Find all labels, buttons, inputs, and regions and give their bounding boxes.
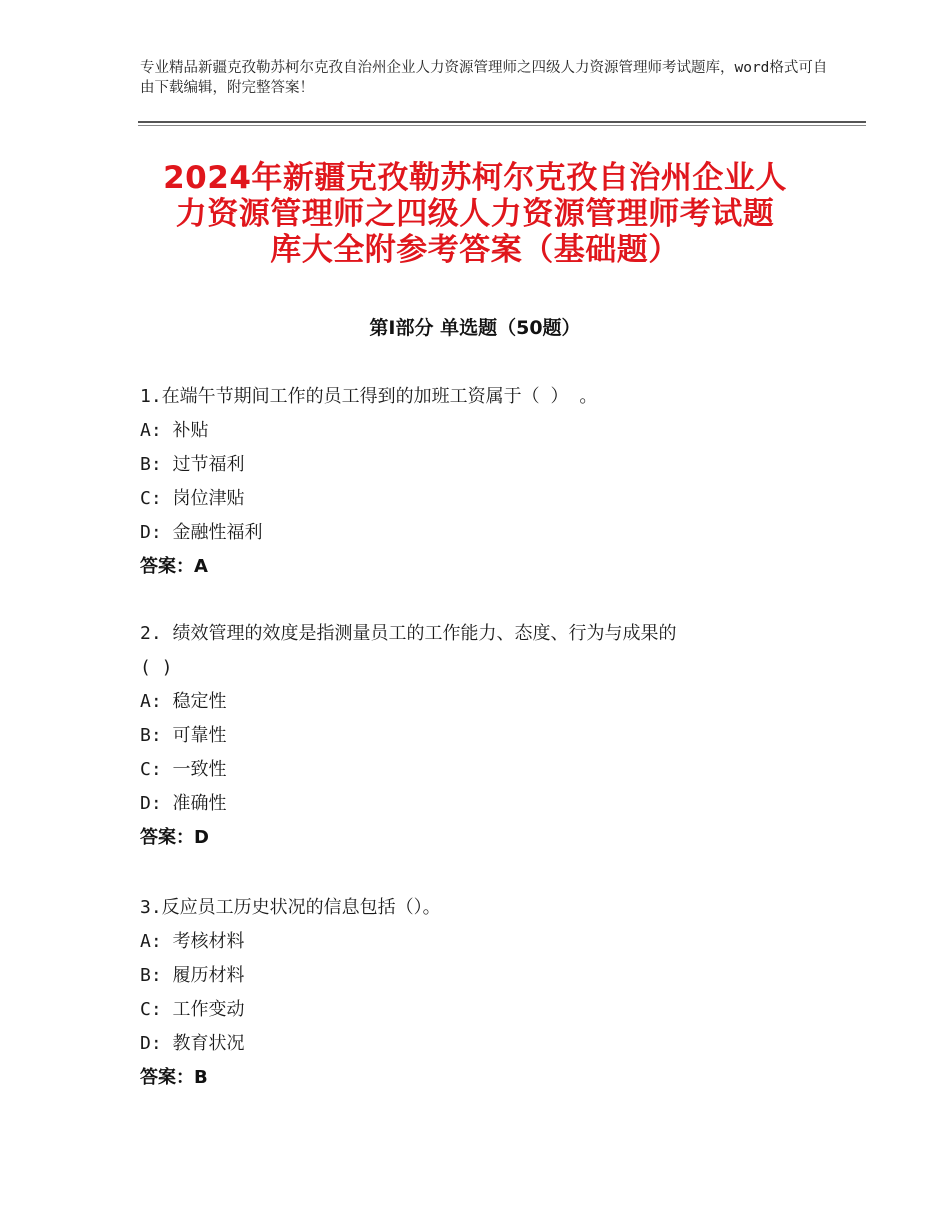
option-b: B: 过节福利 [140,454,245,475]
answer: 答案：A [140,556,208,577]
question-stem-continued: ( ) [140,657,173,678]
question-3 [140,891,820,1095]
question-stem: 3.反应员工历史状况的信息包括（）。 [140,897,441,918]
option-c: C: 工作变动 [140,999,245,1020]
option-b: B: 可靠性 [140,725,227,746]
answer: 答案：D [140,827,209,848]
document-title-line-3: 库大全附参考答案（基础题） [270,232,680,268]
question-2 [140,617,820,855]
option-b: B: 履历材料 [140,965,245,986]
question-stem: 1.在端午节期间工作的员工得到的加班工资属于（ ） 。 [140,386,598,407]
question-1 [140,380,820,584]
document-title [140,160,810,268]
option-a: A: 考核材料 [140,931,245,952]
section-title: 第Ⅰ部分 单选题（50题） [369,317,581,339]
option-d: D: 金融性福利 [140,522,263,543]
header-divider-thin [138,125,866,126]
option-d: D: 准确性 [140,793,227,814]
answer: 答案：B [140,1067,208,1088]
option-c: C: 岗位津贴 [140,488,245,509]
option-a: A: 补贴 [140,420,209,441]
option-c: C: 一致性 [140,759,227,780]
question-stem: 2. 绩效管理的效度是指测量员工的工作能力、态度、行为与成果的 [140,623,677,644]
option-d: D: 教育状况 [140,1033,245,1054]
document-title-line-2: 力资源管理师之四级人力资源管理师考试题 [175,196,775,232]
header-divider-thick [138,121,866,123]
document-title-line-1: 2024年新疆克孜勒苏柯尔克孜自治州企业人 [163,160,787,196]
header-note: 专业精品新疆克孜勒苏柯尔克孜自治州企业人力资源管理师之四级人力资源管理师考试题库，word格式可自由下载编辑，附完整答案！ [140,60,828,96]
option-a: A: 稳定性 [140,691,227,712]
